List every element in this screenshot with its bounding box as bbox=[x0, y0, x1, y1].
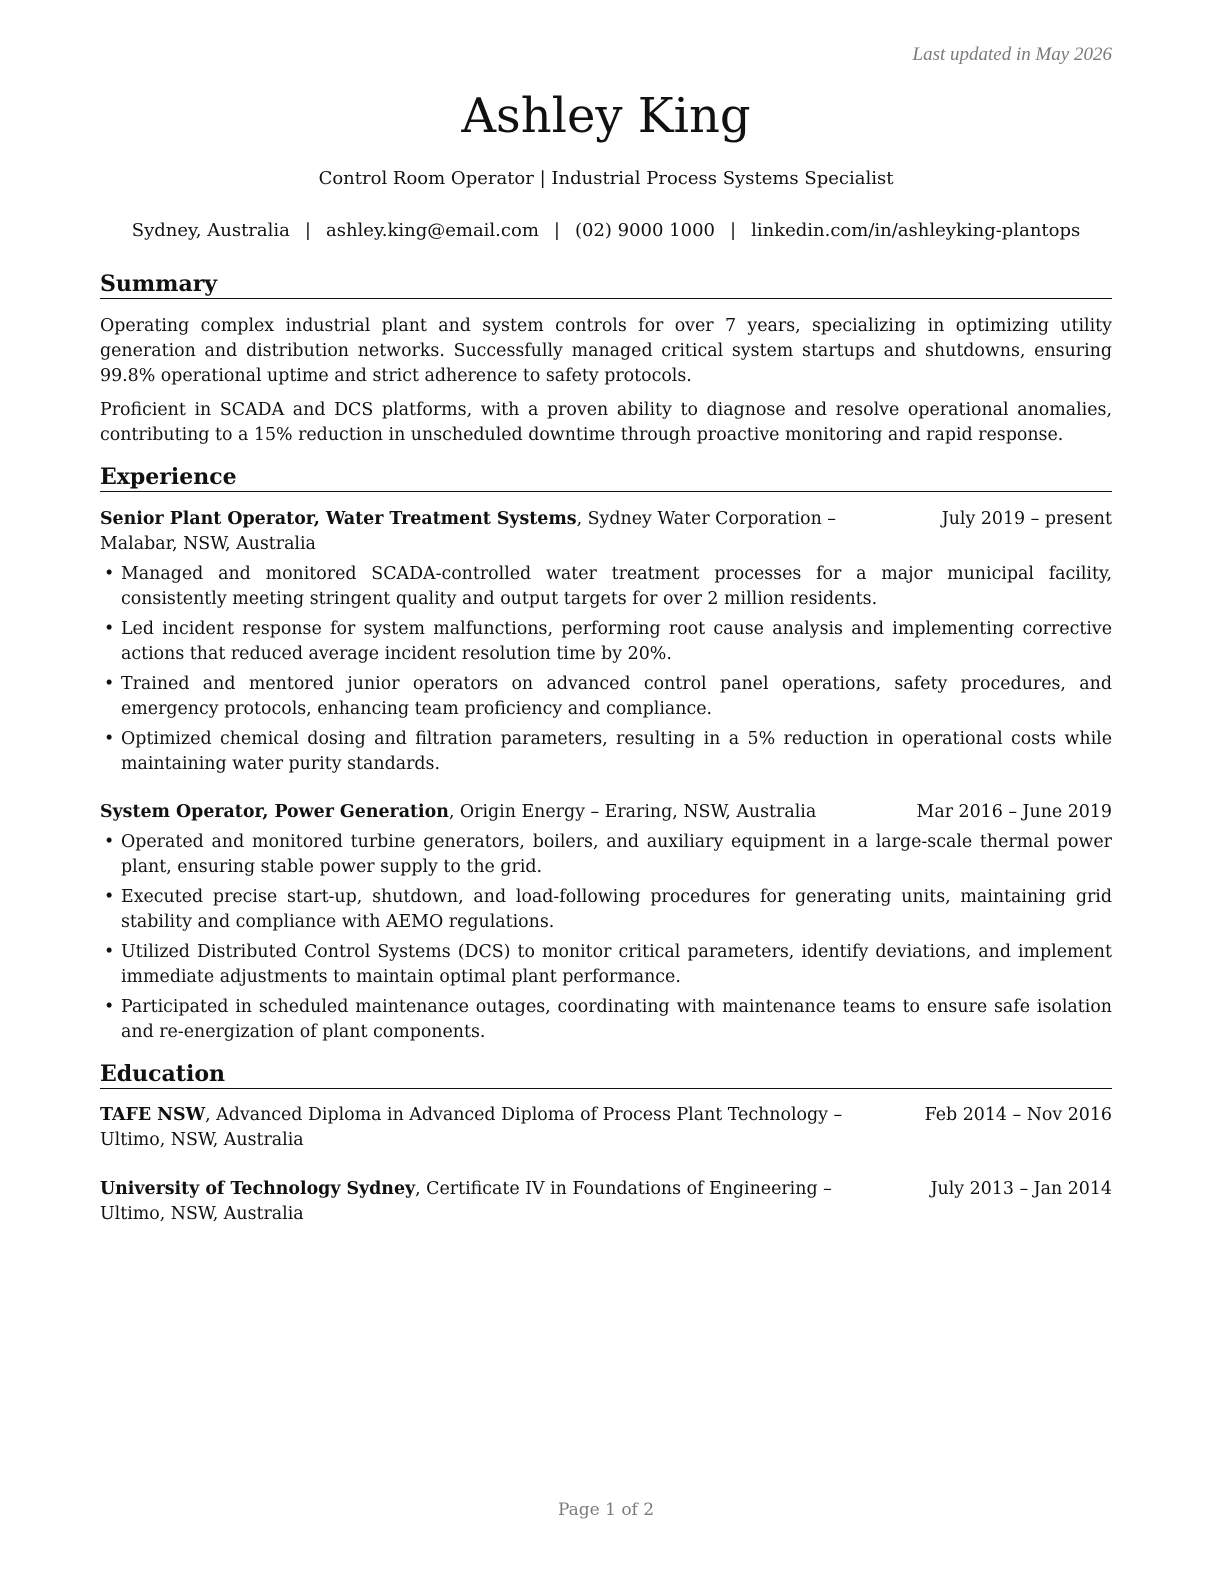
education-detail: , Advanced Diploma in Advanced Diploma of Process Plant Technology – Ultimo, NSW, Australia bbox=[100, 1105, 843, 1150]
job-dates: Mar 2016 – June 2019 bbox=[916, 802, 1112, 822]
education-school: TAFE NSW bbox=[100, 1105, 206, 1125]
bullet-icon: • bbox=[104, 942, 115, 962]
list-item: • Led incident response for system malfunctions, performing root cause analysis and implementing corrective actions that reduced average incident resolution time by 20%. bbox=[104, 619, 1112, 664]
job-bullets bbox=[100, 830, 1112, 1050]
summary-paragraph: Operating complex industrial plant and system controls for over 7 years, specializing in optimizing utility generation and distribution networks. Successfully managed critical system startups and shutdowns, ensuring 99.8% operational uptime and strict adherence to safety protocols. bbox=[100, 316, 1112, 386]
bullet-icon: • bbox=[104, 564, 115, 584]
education-line bbox=[100, 1177, 890, 1227]
last-updated: Last updated in May 2026 bbox=[912, 44, 1112, 65]
list-item: • Executed precise start-up, shutdown, and load-following procedures for generating units, maintaining grid stability and compliance with AEMO regulations. bbox=[104, 887, 1112, 932]
contact-separator: | bbox=[730, 220, 737, 241]
list-item: • Operated and monitored turbine generators, boilers, and auxiliary equipment in a large-scale thermal power plant, ensuring stable power supply to the grid. bbox=[104, 832, 1112, 877]
headline: Control Room Operator | Industrial Process Systems Specialist bbox=[318, 168, 894, 189]
section-title-experience: Experience bbox=[100, 463, 1112, 492]
bullet-icon: • bbox=[104, 729, 115, 749]
bullet-icon: • bbox=[104, 997, 115, 1017]
job-dates: July 2019 – present bbox=[941, 509, 1112, 529]
list-item: • Participated in scheduled maintenance outages, coordinating with maintenance teams to ensure safe isolation and re-energization of plant components. bbox=[104, 997, 1112, 1042]
education-entry bbox=[100, 1103, 1112, 1153]
job-role: System Operator, Power Generation bbox=[100, 802, 449, 822]
education-detail: , Certificate IV in Foundations of Engineering – Ultimo, NSW, Australia bbox=[100, 1179, 832, 1224]
list-item: • Managed and monitored SCADA-controlled water treatment processes for a major municipal facility, consistently meeting stringent quality and output targets for over 2 million residents. bbox=[104, 564, 1112, 609]
job-title-line bbox=[100, 507, 890, 557]
contact-line bbox=[100, 218, 1112, 244]
bullet-icon: • bbox=[104, 619, 115, 639]
job-bullets bbox=[100, 562, 1112, 782]
job-header bbox=[100, 507, 1112, 557]
candidate-name: Ashley King bbox=[461, 88, 751, 144]
contact-separator: | bbox=[304, 220, 311, 241]
page-number: Page 1 of 2 bbox=[557, 1500, 655, 1520]
education-entry bbox=[100, 1177, 1112, 1227]
education-dates: Feb 2014 – Nov 2016 bbox=[924, 1105, 1112, 1125]
education-school: University of Technology Sydney bbox=[100, 1179, 416, 1199]
bullet-icon: • bbox=[104, 832, 115, 852]
section-title-education: Education bbox=[100, 1060, 1112, 1089]
section-title-summary: Summary bbox=[100, 270, 1112, 299]
job-title-line bbox=[100, 800, 890, 825]
contact-separator: | bbox=[553, 220, 560, 241]
contact-phone[interactable]: (02) 9000 1000 bbox=[574, 220, 715, 241]
job-header bbox=[100, 800, 1112, 825]
contact-email[interactable]: ashley.king@email.com bbox=[325, 220, 539, 241]
bullet-icon: • bbox=[104, 674, 115, 694]
list-item: • Utilized Distributed Control Systems (DCS) to monitor critical parameters, identify deviations, and implement immediate adjustments to maintain optimal plant performance. bbox=[104, 942, 1112, 987]
resume-page bbox=[100, 0, 1112, 1584]
summary-paragraph: Proficient in SCADA and DCS platforms, with a proven ability to diagnose and resolve operational anomalies, contributing to a 15% reduction in unscheduled downtime through proactive monitoring and rapid response. bbox=[100, 400, 1112, 445]
job-org: , Sydney Water Corporation – Malabar, NSW, Australia bbox=[100, 509, 837, 554]
contact-linkedin[interactable]: linkedin.com/in/ashleyking-plantops bbox=[751, 220, 1081, 241]
education-line bbox=[100, 1103, 890, 1153]
job-role: Senior Plant Operator, Water Treatment Systems bbox=[100, 509, 577, 529]
list-item: • Trained and mentored junior operators on advanced control panel operations, safety procedures, and emergency protocols, enhancing team proficiency and compliance. bbox=[104, 674, 1112, 719]
education-dates: July 2013 – Jan 2014 bbox=[930, 1179, 1112, 1199]
list-item: • Optimized chemical dosing and filtration parameters, resulting in a 5% reduction in operational costs while maintaining water purity standards. bbox=[104, 729, 1112, 774]
job-org: , Origin Energy – Eraring, NSW, Australia bbox=[448, 802, 817, 822]
bullet-icon: • bbox=[104, 887, 115, 907]
contact-location: Sydney, Australia bbox=[131, 220, 290, 241]
